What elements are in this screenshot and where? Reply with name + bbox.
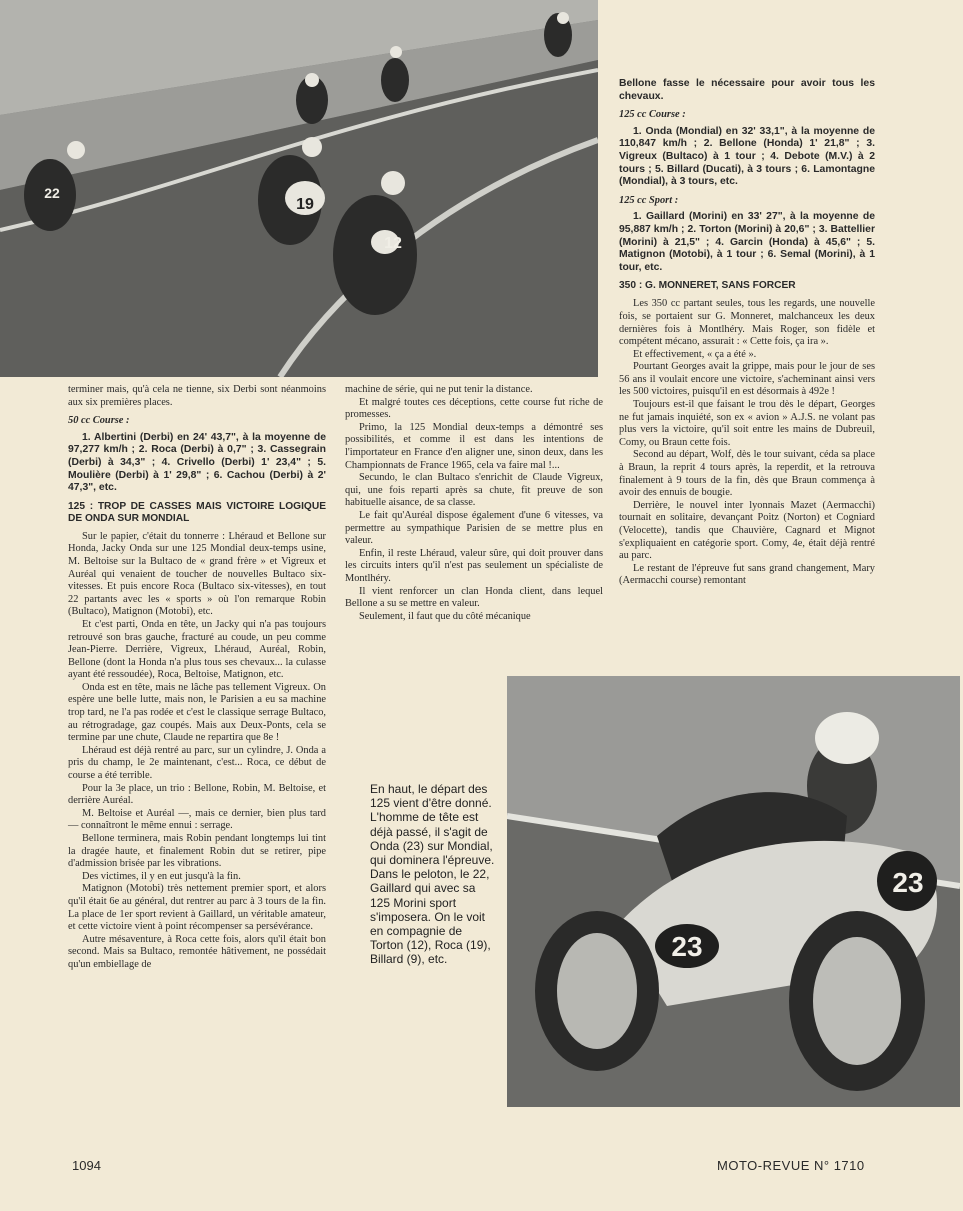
col1-paragraph: Et c'est parti, Onda en tête, un Jacky qui n'a pas toujours retrouvé son bras gauche, fracturé au coude, un peu comme Jean-Pierre. Derrière, Vigreux, Lhéraud, Auréal, Robin, Bellone (dont la Honda n'a plus tous ses chevaux... la culasse ayant été ressoudée), Roca, Beltoise, Matignon, etc.	[68, 618, 326, 681]
results-50cc-title: 50 cc Course :	[68, 415, 130, 427]
col2-paragraph: machine de série, qui ne put tenir la distance.	[345, 384, 533, 395]
photo-caption-text: En haut, le départ des 125 vient d'être donné. L'homme de tête est déjà passé, il s'agit de Onda (23) sur Mondial, qui dominera l'épreuve. Dans le peloton, le 22, Gaillard qui avec sa 125 Morini sport s'imposera. On le voit en compagnie de Torton (12), Roca (19), Billard (9), etc.	[370, 782, 495, 967]
top-photo-number-c: 12	[384, 235, 402, 252]
col3-paragraph: Pourtant Georges avait la grippe, mais pour le jour de ses 56 ans il voulait encore une victoire, s'acheminant ainsi vers les 500 victoires, puisqu'il en est désormais à 492e !	[619, 361, 875, 398]
col2-paragraph: Seulement, il faut que du côté mécanique	[359, 610, 531, 622]
bottom-photo-number-b: 23	[892, 867, 924, 898]
col1-paragraph: Sur le papier, c'était du tonnerre : Lhéraud et Bellone sur Honda, Jacky Onda sur une 125 Mondial deux-temps usine, M. Beltoise sur la Bultaco de « grand frère » et Vigreux et Auréal qui venaient de toucher de nouvelles Bultaco six-vitesses. Et puis encore Roca (Bultaco six-vitesses), en tout 22 partants avec les « sports » où l'on remarque Robin (Bultaco), Matignon (Motobi), etc.	[68, 530, 326, 618]
col3-paragraph: Second au départ, Wolf, dès le tour suivant, céda sa place à Braun, la reprit 4 tours après, la reperdit, et la retrouva finalement à 9 tours de la fin, dès que Braun commença à avoir des ennuis de bougie.	[619, 449, 875, 499]
page-number: 1094	[72, 1158, 101, 1173]
col1-paragraph: Matignon (Motobi) très nettement premier sport, et alors qu'il était 6e au général, dut rentrer au parc à 3 tours de la fin. La place de 1er sport revient à Gaillard, un véritable amateur, et cette victoire vient à point récompenser sa persévérance.	[68, 883, 326, 933]
col1-paragraph: Autre mésaventure, à Roca cette fois, alors qu'il était bon second. Mais sa Bultaco, remontée hâtivement, ne possédait qu'un embiellage de	[68, 933, 326, 970]
col2-paragraph: Secundo, le clan Bultaco s'enrichit de Claude Vigreux, qui, une fois reparti après sa chute, fit preuve de son habituelle aisance, de sa classe.	[345, 472, 603, 509]
bottom-race-photo-illustration	[507, 676, 960, 1107]
col3-intro: Bellone fasse le nécessaire pour avoir tous les chevaux.	[619, 78, 875, 102]
col1-paragraph: Des victimes, il y en eut jusqu'à la fin.	[82, 870, 241, 882]
results-125-course-title: 125 cc Course :	[619, 109, 686, 121]
col3-paragraph: Toujours est-il que faisant le trou dès le départ, Georges ne fut jamais inquiété, son ex « avion » A.J.S. ne volant pas plus vers la victoire, qu'il soit entre les mains de Dubreuil, Comy, ou Braun cette fois.	[619, 399, 875, 448]
col1-paragraph: Lhéraud est déjà rentré au parc, sur un cylindre, J. Onda a pris du champ, le 2e maintenant, c'est... Roca, ce début de course a été terrible.	[68, 744, 326, 782]
col1-paragraph: Onda est en tête, mais ne lâche pas tellement Vigreux. On espère une belle lutte, mais non, le Parisien a eu sa machine trop tard, ne l'a pas rodée et c'est le classique serrage Bultaco, au rétrogradage, gaz coupés. Mais aux Deux-Ponts, cela se termine par une chute, Claude ne repartira que 8e !	[68, 681, 326, 744]
col2-paragraph: Et malgré toutes ces déceptions, cette course fut riche de promesses.	[345, 396, 603, 421]
results-125-sport: 1. Gaillard (Morini) en 33' 27", à la moyenne de 95,887 km/h ; 2. Torton (Morini) à 20,6" ; 3. Battellier (Morini) à 21,5" ; 4. Garcin (Honda) à 45,6" ; 5. Matignon (Motobi), à 1 tour ; 6. Semal (Morini), à 1 tour, etc.	[619, 211, 875, 273]
photo-caption	[370, 782, 497, 967]
col2-paragraph: Le fait qu'Auréal dispose également d'une 6 vitesses, va permettre au sympathique Parisien de se mettre plus en valeur.	[345, 509, 603, 547]
section-heading-125: 125 : TROP DE CASSES MAIS VICTOIRE LOGIQUE DE ONDA SUR MONDIAL	[68, 500, 326, 524]
issue-label: MOTO-REVUE N° 1710	[717, 1158, 865, 1173]
results-125-sport-title: 125 cc Sport :	[619, 194, 679, 206]
col3-paragraph: Les 350 cc partant seules, tous les regards, une nouvelle fois, se portaient sur G. Monneret, malchanceux les deux dernières fois à Montlhéry. Mais Roger, son fidèle et compétent mécano, assurait : « Cette fois, ça ira ».	[619, 298, 875, 348]
col2-paragraph: Il vient renforcer un clan Honda client, dans lequel Bellone a su se mettre en valeur.	[345, 585, 603, 610]
results-125-course: 1. Onda (Mondial) en 32' 33,1", à la moyenne de 110,847 km/h ; 2. Bellone (Honda) 1' 21,8" ; 3. Vigreux (Bultaco) à 1 tour ; 4. Debote (M.V.) à 2 tours ; 5. Billard (Ducati), à 3 tours ; 6. Lamontagne (Mondial), à 3 tours, etc.	[619, 125, 875, 188]
col3-paragraph: Et effectivement, « ça a été ».	[633, 348, 757, 360]
col3-paragraph: Derrière, le nouvel inter lyonnais Mazet (Aermacchi) tournait en solitaire, devançant Poitz (Norton) et Cogniard (Velocette), tandis que Chauvière, Cagnard et Mignot s'expliquaient en catégorie sport. Comy, 4e, était déjà rentré au parc.	[619, 499, 875, 562]
bottom-photo-number-a: 23	[671, 931, 703, 962]
col2-paragraph: Enfin, il reste Lhéraud, valeur sûre, qui doit prouver dans les circuits inters qu'il n'est pas seulement un spécialiste de Montlhéry.	[345, 547, 603, 584]
col1-intro: terminer mais, qu'à cela ne tienne, six Derbi sont néanmoins aux six premières places.	[68, 384, 326, 408]
col3-paragraph: Le restant de l'épreuve fut sans grand changement, Mary (Aermacchi course) remontant	[619, 562, 875, 587]
top-photo-number-b: 19	[296, 196, 314, 213]
top-race-photo-illustration	[0, 0, 598, 377]
top-photo-number-a: 22	[44, 185, 60, 201]
section-heading-350: 350 : G. MONNERET, SANS FORCER	[619, 280, 796, 292]
col2-paragraph: Primo, la 125 Mondial deux-temps a démontré ses possibilités, et comme il est dans les intentions de l'importateur en France d'en aligner une, sinon deux, dans les Championnats de France 1965, cela va faire mal !...	[345, 421, 603, 471]
col1-paragraph: M. Beltoise et Auréal —, mais ce dernier, bien plus tard — connaîtront le même ennui : serrage.	[68, 807, 326, 832]
article-column-3	[619, 78, 875, 588]
bottom-race-photo	[507, 676, 960, 1107]
col1-paragraph: Bellone terminera, mais Robin pendant longtemps lui tint la dragée haute, et finalement Robin dut se retirer, pipe d'admission brisée par les vibrations.	[68, 833, 326, 870]
top-race-photo	[0, 0, 598, 377]
article-column-1	[68, 384, 326, 972]
col1-paragraph: Pour la 3e place, un trio : Bellone, Robin, M. Beltoise, et derrière Auréal.	[68, 782, 326, 807]
results-50cc: 1. Albertini (Derbi) en 24' 43,7", à la moyenne de 97,277 km/h ; 2. Roca (Derbi) à 0,7" ; 3. Cassegrain (Derbi) à 34,3" ; 4. Crivello (Derbi) 1' 23,4" ; 5. Moulière (Derbi) à 1' 29,8" ; 6. Cachou (Derbi) à 2' 47,3", etc.	[68, 431, 326, 494]
article-column-2	[345, 384, 603, 623]
